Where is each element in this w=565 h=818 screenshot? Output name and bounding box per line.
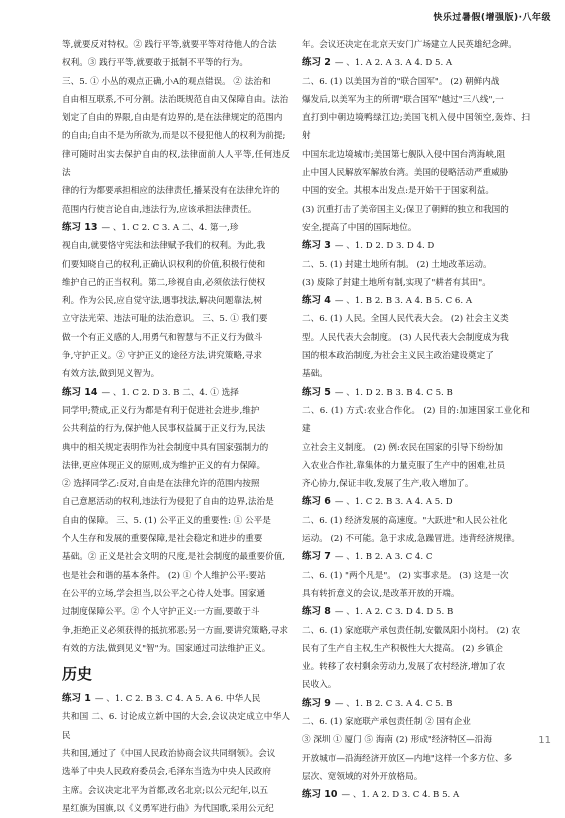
- paragraph-line: 范围内行使言论自由,违法行为,应该承担法律责任。: [62, 204, 257, 215]
- paragraph-line: 齐心协力,保证丰收,发展了生产,收入增加了。: [302, 479, 474, 490]
- paragraph-line: 公共利益的行为,保护他人民事权益属于正义行为,民法: [62, 424, 266, 435]
- exercise-title: 练习 8: [302, 606, 331, 618]
- paragraph-line: — 、1. D 2. D 3. D 4. D: [334, 241, 435, 252]
- paragraph-line: 入农业合作社,靠集体的力量克服了生产中的困难,社员: [302, 460, 506, 471]
- paragraph-line: 基础。: [302, 369, 328, 380]
- paragraph-line: 有效方法,做到见义智为。: [62, 369, 160, 380]
- history-exercise-7: [302, 548, 530, 566]
- paragraph-line: — 、1. A 2. D 3. C 4. B 5. A: [341, 790, 460, 801]
- paragraph-line: 维护自己的正当权利。第二,珍视自由,必须依法行使权: [62, 277, 266, 288]
- paragraph-line: — 、1. C 2. B 3. C 4. A 5. A 6. 中华人民: [94, 694, 261, 705]
- paragraph-line: — 、1. B 2. C 3. A 4. C 5. B: [334, 698, 453, 709]
- paragraph-line: 典中的相关规定表明作为社会制度中具有国家强制力的: [62, 442, 269, 453]
- page-header: 快乐过暑假(增强版)·八年级: [433, 13, 551, 23]
- paragraph-line: — 、1. C 2. D 3. B 二、4. ① 选择: [101, 387, 239, 398]
- paragraph-line: 的自由;自由不是为所欲为,而是以不侵犯他人的权利为前提;: [62, 131, 286, 142]
- history-exercise-10: [302, 786, 530, 804]
- paragraph-line: 二、6. (1) 方式:农业合作化。 (2) 目的:加速国家工业化和建: [302, 405, 530, 435]
- history-exercise-1: [62, 690, 290, 708]
- paragraph-line: 过制度保障公平。② 个人守护正义:一方面,要敢于斗: [62, 607, 260, 618]
- paragraph-line: 中国东北边境城市;美国第七舰队入侵中国台湾海峡,阻: [302, 149, 506, 160]
- paragraph-line: — 、1. D 2. B 3. B 4. C 5. B: [334, 387, 453, 398]
- paragraph-line: 业。转移了农村剩余劳动力,发展了农村经济,增加了农: [302, 662, 506, 673]
- paragraph-line: 二、6. (1) 以美国为首的"联合国军"。 (2) 朝鲜内战: [302, 76, 500, 87]
- history-exercise-8: [302, 603, 530, 621]
- paragraph-line: 中国的安全。其根本出发点:是开始干于国家利益。: [302, 186, 494, 197]
- paragraph-line: 具有转折意义的会议,是改革开放的开端。: [302, 588, 460, 599]
- paragraph-line: 自己意愿活动的权利,违法行为侵犯了自由的边界,法治是: [62, 497, 274, 508]
- exercise-14: [62, 384, 290, 402]
- paragraph-line: 自由的保障。 三、5. (1) 公平正义的重要性: ① 公平是: [62, 515, 271, 526]
- history-exercise-2: [302, 54, 530, 72]
- paragraph-line: 层次、宽领域的对外开放格局。: [302, 771, 423, 782]
- paragraph-line: 们要知晓自己的权利,正确认识权利的价值,积极行使和: [62, 259, 266, 270]
- paragraph-line: 也是社会和谐的基本条件。 (2) ① 个人维护公平:要站: [62, 570, 266, 581]
- paragraph-line: 利。作为公民,应自觉守法,遇事找法,解决问题靠法,树: [62, 296, 262, 307]
- exercise-title: 练习 5: [302, 386, 331, 398]
- paragraph-line: 同学甲;赞成,正义行为都是有利于促进社会进步,维护: [62, 405, 260, 416]
- paragraph-line: 三、5. ① 小丛的观点正确,小A的观点错误。 ② 法治和: [62, 76, 271, 87]
- paragraph-line: 做一个有正义感的人,用勇气和智慧与不正义行为做斗: [62, 332, 263, 343]
- history-exercise-4: [302, 292, 530, 310]
- paragraph-line: 选举了中央人民政府委员会,毛泽东当选为中央人民政府: [62, 767, 271, 778]
- history-exercise-3: [302, 237, 530, 255]
- paragraph-line: 二、6. (1) 人民。全国人民代表大会。 (2) 社会主义类: [302, 314, 509, 325]
- page-number: 11: [538, 735, 551, 746]
- history-exercise-9: [302, 695, 530, 713]
- paragraph-line: 个人生存和发展的重要保障,是社会稳定和进步的重要: [62, 534, 263, 545]
- paragraph-line: — 、1. A 2. C 3. D 4. D 5. B: [334, 607, 454, 618]
- paragraph-line: 国的根本政治制度,为社会主义民主政治建设奠定了: [302, 351, 494, 362]
- paragraph-line: 视自由,就要恪守宪法和法律赋予我们的权利。为此,我: [62, 241, 266, 252]
- paragraph-line: — 、1. B 2. B 3. A 4. B 5. C 6. A: [334, 296, 473, 307]
- exercise-title: 练习 10: [302, 789, 338, 801]
- right-column: [302, 36, 530, 804]
- paragraph-line: 二、6. (1) 经济发展的高速度。"大跃进"和人民公社化: [302, 515, 508, 526]
- exercise-title: 练习 9: [302, 697, 331, 709]
- paragraph-line: ③ 深圳 ① 厦门 ⑤ 海南 (2) 形成"经济特区—沿海: [302, 735, 492, 746]
- subject-heading: 历史: [62, 665, 93, 684]
- paragraph-line: 民收入。: [302, 680, 337, 691]
- paragraph-line: 律的行为都要承担相应的法律责任,播某没有在法律允许的: [62, 186, 280, 197]
- history-exercise-5: [302, 384, 530, 402]
- paragraph-line: 运动。 (2) 不可能。急于求成,急躁冒进。违背经济规律。: [302, 534, 521, 545]
- paragraph-line: 立守法光荣、违法可耻的法治意识。 三、5. ① 我们要: [62, 314, 268, 325]
- paragraph-line: 法律,更应体现正义的原则,成为维护正义的有力保障。: [62, 460, 266, 471]
- paragraph-line: 年。会议还决定在北京天安门广场建立人民英雄纪念碑。: [302, 40, 517, 50]
- exercise-title: 练习 3: [302, 240, 331, 252]
- paragraph-line: 二、6. (1) "两个凡是"。 (2) 实事求是。 (3) 这是一次: [302, 570, 509, 581]
- exercise-13: [62, 219, 290, 237]
- exercise-title: 练习 14: [62, 386, 98, 398]
- paragraph-line: 立社会主义制度。 (2) 例:农民在国家的引导下纷纷加: [302, 442, 504, 453]
- exercise-title: 练习 13: [62, 221, 98, 233]
- history-exercise-6: [302, 493, 530, 511]
- paragraph-line: 有效的方法,做到见义"智"为。国家通过司法维护正义。: [62, 643, 271, 654]
- paragraph-line: 爆发后,以美军为主的所谓"联合国军"越过"三八线",一: [302, 94, 504, 105]
- paragraph-line: — 、1. C 2. B 3. A 4. A 5. D: [334, 497, 453, 508]
- paragraph-line: 等,就要反对特权。② 践行平等,就要平等对待他人的合法: [62, 40, 277, 50]
- paragraph-line: — 、1. B 2. A 3. C 4. C: [334, 552, 433, 563]
- paragraph-line: 权利。③ 践行平等,就要敢于抵制不平等的行为。: [62, 58, 248, 69]
- paragraph-line: 开放城市—沿海经济开放区—内地"这样一个多方位、多: [302, 753, 513, 764]
- exercise-title: 练习 2: [302, 57, 331, 69]
- paragraph-line: (3) 沉重打击了美帝国主义;保卫了朝鲜的独立和我国的: [302, 204, 509, 215]
- paragraph-line: 共和国,通过了《中国人民政治协商会议共同纲领》。会议: [62, 748, 276, 759]
- paragraph-line: 型。人民代表大会制度。 (3) 人民代表大会制度成为我: [302, 332, 509, 343]
- paragraph-line: 安全,提高了中国的国际地位。: [302, 222, 417, 233]
- paragraph-line: 二、6. (1) 家庭联产承包责任制,安徽凤阳小岗村。 (2) 农: [302, 625, 521, 636]
- paragraph-line: 主席。会议决定北平为首都,改名北京;以公元纪年,以五: [62, 785, 269, 796]
- paragraph-line: 律可随时出实去保护自由的权,法律面前人人平等,任何违反法: [62, 149, 290, 179]
- paragraph-line: 民有了生产自主权,生产积极性大大提高。 (2) 乡镇企: [302, 643, 503, 654]
- paragraph-line: 争,拒绝正义必须获得的抵抗邪恶;另一方面,要讲究策略,寻求: [62, 625, 288, 636]
- paragraph-line: 划定了自由的界限,自由是有边界的,是在法律规定的范围内: [62, 113, 283, 124]
- exercise-title: 练习 1: [62, 693, 91, 705]
- paragraph-line: ② 选择同学乙:反对,自由是在法律允许的范围内按照: [62, 479, 260, 490]
- paragraph-line: 止中国人民解放军解放台湾。美国的侵略活动严重威胁: [302, 168, 509, 179]
- paragraph-line: (3) 废除了封建土地所有制,实现了"耕者有其田"。: [302, 277, 491, 288]
- paragraph-line: — 、1. A 2. A 3. A 4. D 5. A: [334, 58, 453, 69]
- exercise-title: 练习 6: [302, 496, 331, 508]
- paragraph-line: 二、6. (1) 家庭联产承包责任制 ② 国有企业: [302, 716, 471, 727]
- paragraph-line: 自由相互联系,不可分割。法治既规范自由又保障自由。法治: [62, 94, 289, 105]
- exercise-title: 练习 7: [302, 551, 331, 563]
- paragraph-line: 基础。② 正义是社会文明的尺度,是社会制度的最重要价值,: [62, 552, 286, 563]
- paragraph-line: 共和国 二、6. 讨论成立新中国的大会,会议决定成立中华人民: [62, 712, 290, 741]
- paragraph-line: — 、1. C 2. C 3. A 二、4. 第一,珍: [101, 222, 239, 233]
- left-column: [62, 36, 290, 818]
- paragraph-line: 争,守护正义。② 守护正义的途径方法,讲究策略,寻求: [62, 351, 262, 362]
- paragraph-line: 直打到中朝边境鸭绿江边;美国飞机入侵中国领空,轰炸、扫射: [302, 113, 530, 142]
- paragraph-line: 星红旗为国旗,以《义勇军进行曲》为代国歌,采用公元纪: [62, 803, 274, 814]
- exercise-title: 练习 4: [302, 295, 331, 307]
- paragraph-line: 二、5. (1) 封建土地所有制。 (2) 土地改革运动。: [302, 259, 492, 270]
- paragraph-line: 在公平的立场,学会担当,以公平之心待人处事。国家通: [62, 588, 266, 599]
